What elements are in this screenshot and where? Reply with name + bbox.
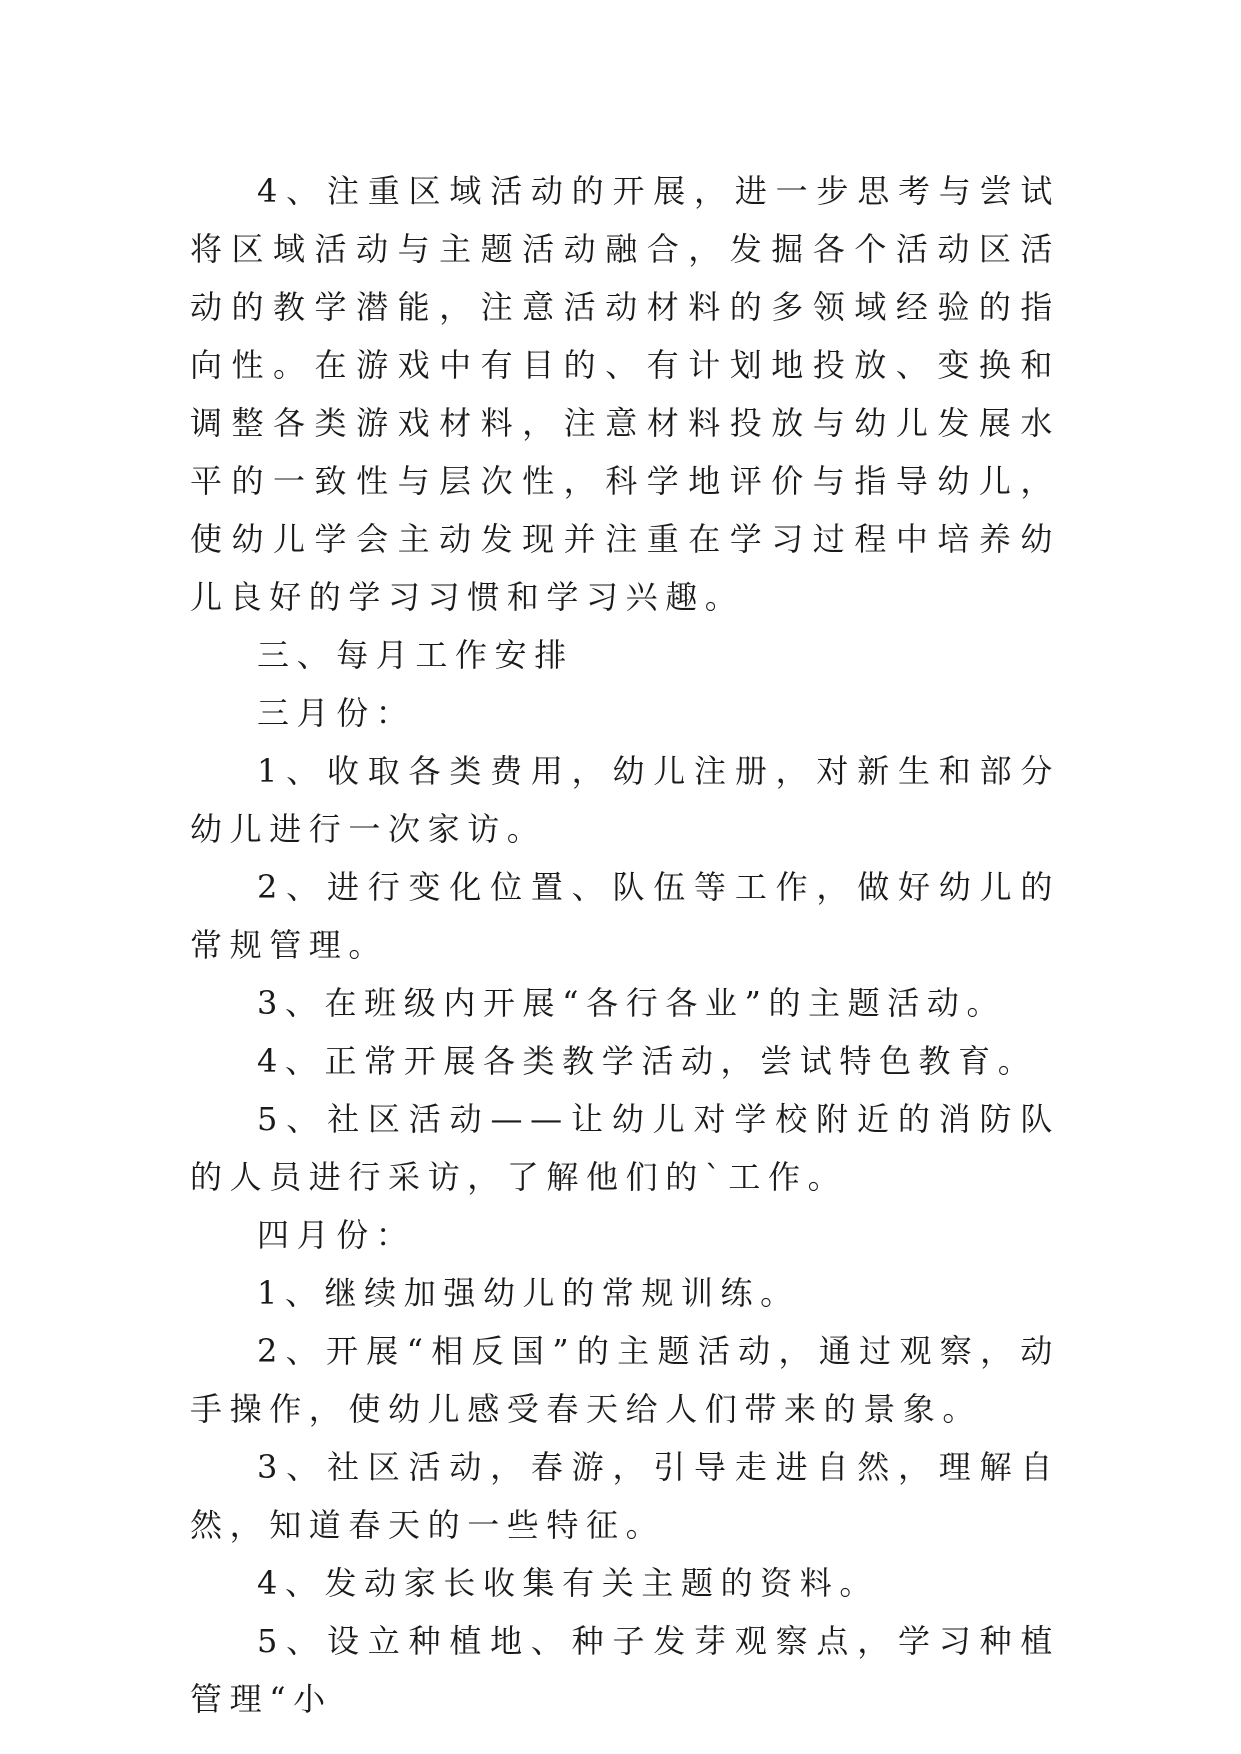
paragraph-area-activities: 4、注重区域活动的开展，进一步思考与尝试将区域活动与主题活动融合，发掘各个活动区活动的教学潜能，注意活动材料的多领域经验的指向性。在游戏中有目的、有计划地投放、变换和调整各类游戏材料，注意材料投放与幼儿发展水平的一致性与层次性，科学地评价与指导幼儿，使幼儿学会主动发现并注重在学习过程中培养幼儿良好的学习习惯和学习兴趣。 bbox=[190, 172, 1060, 616]
section-heading-monthly-plan: 三、每月工作安排 bbox=[257, 636, 574, 674]
april-item-3: 3、社区活动，春游，引导走进自然，理解自然，知道春天的一些特征。 bbox=[190, 1448, 1060, 1544]
march-item-1: 1、收取各类费用，幼儿注册，对新生和部分幼儿进行一次家访。 bbox=[190, 752, 1060, 848]
april-item-2: 2、开展“相反国”的主题活动，通过观察，动手操作，使幼儿感受春天给人们带来的景象。 bbox=[190, 1332, 1060, 1428]
april-item-1: 1、继续加强幼儿的常规训练。 bbox=[257, 1274, 800, 1312]
march-item-2: 2、进行变化位置、队伍等工作，做好幼儿的常规管理。 bbox=[190, 868, 1060, 964]
april-item-5: 5、设立种植地、种子发芽观察点，学习种植管理“小 bbox=[190, 1622, 1060, 1718]
document-body bbox=[190, 162, 1060, 1728]
april-item-4: 4、发动家长收集有关主题的资料。 bbox=[257, 1564, 879, 1602]
month-heading-march: 三月份： bbox=[257, 694, 416, 732]
march-item-4: 4、正常开展各类教学活动，尝试特色教育。 bbox=[257, 1042, 1038, 1080]
march-item-3: 3、在班级内开展“各行各业”的主题活动。 bbox=[257, 984, 1007, 1022]
march-item-5: 5、社区活动——让幼儿对学校附近的消防队的人员进行采访，了解他们的`工作。 bbox=[190, 1100, 1060, 1196]
month-heading-april: 四月份： bbox=[257, 1216, 416, 1254]
